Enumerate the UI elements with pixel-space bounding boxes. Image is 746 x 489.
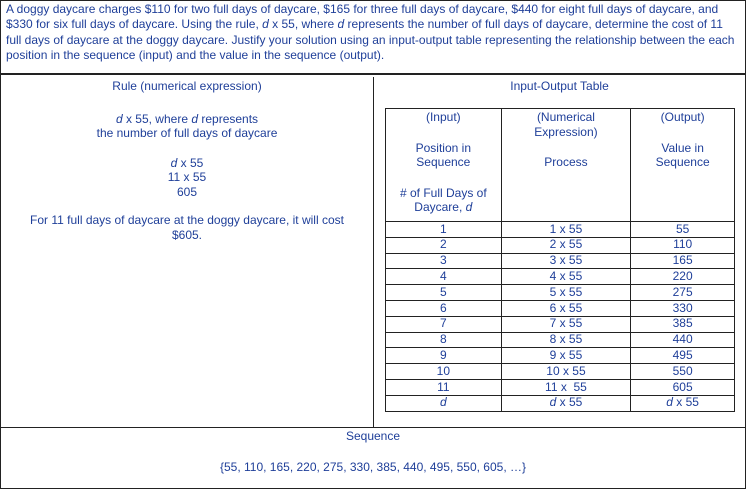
output-cell: 385 xyxy=(631,316,735,332)
rule-variable: d xyxy=(191,111,199,126)
input-label xyxy=(386,200,501,215)
table-row-general xyxy=(386,395,735,411)
rule-text: x 55, where xyxy=(122,111,192,126)
rule-text: represents xyxy=(198,111,259,126)
output-variable: d xyxy=(666,395,673,410)
rule-definition-line1 xyxy=(1,112,373,127)
input-cell: 3 xyxy=(386,253,502,269)
process-text: x 55 xyxy=(556,395,583,410)
output-cell: 110 xyxy=(631,237,735,253)
process-cell: 8 x 55 xyxy=(501,332,631,348)
input-cell: 9 xyxy=(386,348,502,364)
rule-definition xyxy=(1,112,373,141)
process-cell: 7 x 55 xyxy=(501,316,631,332)
problem-statement xyxy=(1,1,745,75)
output-label: Value in xyxy=(661,140,704,155)
input-label: # of Full Days of xyxy=(399,185,487,200)
problem-text-part: x 55, where xyxy=(268,17,338,32)
io-table-header: Input-Output Table xyxy=(510,79,609,93)
rule-step-1 xyxy=(1,156,373,171)
conclusion-line-2: $605. xyxy=(171,227,203,242)
process-label: Process xyxy=(544,155,588,169)
input-column-header xyxy=(386,109,502,222)
sequence-values: {55, 110, 165, 220, 275, 330, 385, 440, 495, 550, 605, …} xyxy=(219,460,527,474)
table-row xyxy=(386,269,735,285)
rule-step-2: 11 x 55 xyxy=(167,170,207,184)
process-cell: 3 x 55 xyxy=(501,253,631,269)
output-cell: 440 xyxy=(631,332,735,348)
process-cell: 4 x 55 xyxy=(501,269,631,285)
output-label: Sequence xyxy=(655,155,710,169)
output-cell: 605 xyxy=(631,379,735,395)
rule-panel xyxy=(1,77,374,427)
rule-text: x 55 xyxy=(177,155,204,170)
io-panel xyxy=(374,77,745,427)
io-table-header-row xyxy=(386,109,735,222)
rule-variable: d xyxy=(337,17,345,32)
table-row xyxy=(386,332,735,348)
output-tag: (Output) xyxy=(660,110,705,124)
input-cell: 1 xyxy=(386,222,502,238)
io-table xyxy=(385,108,735,412)
table-row xyxy=(386,285,735,301)
process-cell: 2 x 55 xyxy=(501,237,631,253)
process-tag: (Numerical xyxy=(536,110,595,124)
problem-text-part: represents the number of full days of daycare, determine the cost of 11 full days of daycare at the doggy daycare. Justify your solution using an input-output table representing the relationship between the each position in the sequence (input) and the value in the sequence (output). xyxy=(6,17,735,63)
sequence-panel xyxy=(1,427,745,489)
output-cell: 220 xyxy=(631,269,735,285)
input-label: Sequence xyxy=(416,155,471,169)
output-cell: 495 xyxy=(631,348,735,364)
table-row xyxy=(386,316,735,332)
process-cell: 6 x 55 xyxy=(501,300,631,316)
rule-variable: d xyxy=(115,111,123,126)
rule-variable: d xyxy=(170,155,178,170)
output-text: x 55 xyxy=(672,395,699,410)
input-tag: (Input) xyxy=(425,110,461,124)
process-cell: 10 x 55 xyxy=(501,364,631,380)
process-cell xyxy=(501,395,631,411)
rule-variable: d xyxy=(262,17,269,32)
conclusion-line-1: For 11 full days of daycare at the doggy daycare, it will cost xyxy=(30,213,344,227)
rule-conclusion xyxy=(1,213,373,242)
input-cell: 8 xyxy=(386,332,502,348)
output-cell xyxy=(631,395,735,411)
input-variable: d xyxy=(439,395,447,410)
process-variable: d xyxy=(549,395,557,410)
input-cell: 11 xyxy=(386,379,502,395)
rule-panel-header: Rule (numerical expression) xyxy=(112,79,262,93)
table-row xyxy=(386,364,735,380)
input-variable: d xyxy=(465,200,473,214)
process-cell: 11 x 55 xyxy=(501,379,631,395)
rule-step-3: 605 xyxy=(176,184,198,199)
table-row xyxy=(386,237,735,253)
rule-steps xyxy=(1,156,373,200)
problem-text-part: A doggy daycare charges $110 for two full days of daycare, $165 for three full days of daycare, $440 for eight full days of daycare, and $330 for six full days of daycare. Using the rule, xyxy=(6,2,719,32)
input-cell: 6 xyxy=(386,300,502,316)
process-column-header xyxy=(501,109,631,222)
table-row xyxy=(386,379,735,395)
process-cell: 5 x 55 xyxy=(501,285,631,301)
process-cell: 1 x 55 xyxy=(501,222,631,238)
input-label-text: Daycare, xyxy=(414,200,466,214)
output-cell: 550 xyxy=(631,364,735,380)
process-cell: 9 x 55 xyxy=(501,348,631,364)
output-cell: 330 xyxy=(631,300,735,316)
process-tag: Expression) xyxy=(534,124,598,139)
input-cell: 7 xyxy=(386,316,502,332)
output-cell: 275 xyxy=(631,285,735,301)
output-column-header xyxy=(631,109,735,222)
output-cell: 55 xyxy=(631,222,735,238)
input-cell: 5 xyxy=(386,285,502,301)
table-row xyxy=(386,253,735,269)
table-row xyxy=(386,300,735,316)
table-row xyxy=(386,222,735,238)
rule-definition-line2: the number of full days of daycare xyxy=(96,126,278,140)
input-cell: 4 xyxy=(386,269,502,285)
input-cell: 10 xyxy=(386,364,502,380)
output-cell: 165 xyxy=(631,253,735,269)
sequence-header: Sequence xyxy=(345,429,401,443)
input-cell xyxy=(386,395,502,411)
table-row xyxy=(386,348,735,364)
input-label: Position in xyxy=(415,140,471,155)
input-cell: 2 xyxy=(386,237,502,253)
